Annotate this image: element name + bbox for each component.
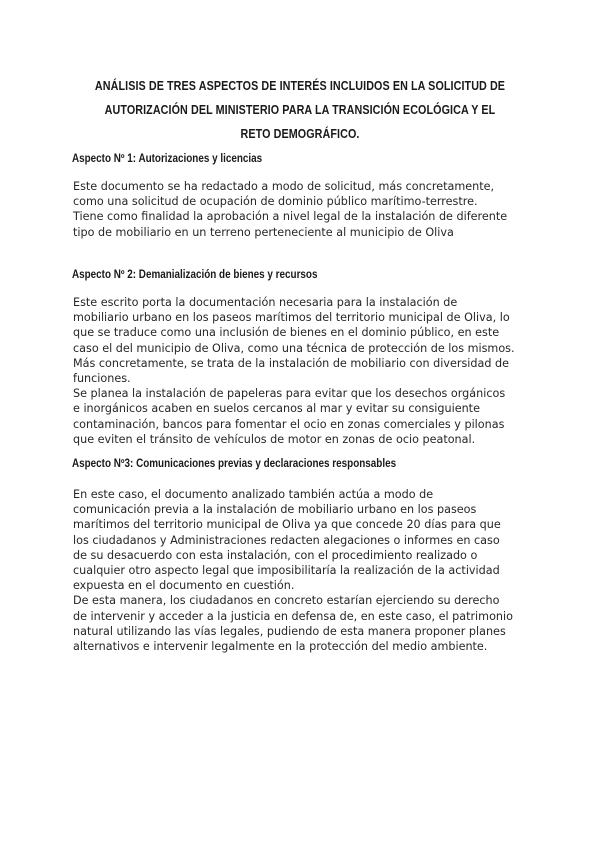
paragraph-line: Este escrito porta la documentación necesaria para la instalación de — [73, 296, 458, 309]
paragraph-line: comunicación previa a la instalación de mobiliario urbano en los paseos — [73, 503, 477, 517]
paragraph-line: Tiene como finalidad la aprobación a nivel legal de la instalación de diferente — [73, 210, 508, 224]
paragraph-line: mobiliario urbano en los paseos marítimos del territorio municipal de Oliva, lo — [73, 311, 510, 325]
paragraph-line: como una solicitud de ocupación de dominio público marítimo-terrestre. — [73, 195, 478, 209]
paragraph-line: alternativos e intervenir legalmente en la protección del medio ambiente. — [73, 640, 488, 654]
paragraph-line: que eviten el tránsito de vehículos de motor en zonas de ocio peatonal. — [73, 432, 476, 446]
section-3-heading: Aspecto Nº3: Comunicaciones previas y declaraciones responsables — [72, 458, 397, 470]
paragraph-line: funciones. — [73, 372, 131, 386]
paragraph-line: En este caso, el documento analizado también actúa a modo de — [73, 488, 434, 501]
paragraph-line: e inorgánicos acaben en suelos cercanos al mar y evitar su consiguiente — [73, 402, 480, 416]
paragraph-line: De esta manera, los ciudadanos en concreto estarían ejerciendo su derecho — [73, 594, 500, 608]
paragraph-line: que se traduce como una inclusión de bienes en el dominio público, en este — [73, 326, 500, 340]
paragraph-line: Más concretamente, se trata de la instalación de mobiliario con diversidad de — [73, 356, 509, 370]
paragraph-line: Se planea la instalación de papeleras para evitar que los desechos orgánicos — [73, 387, 506, 401]
document-title: ANÁLISIS DE TRES ASPECTOS DE INTERÉS INCLUIDOS EN LA SOLICITUD DE AUTORIZACIÓN DEL MINISTERIO PARA LA TRANSICIÓN ECOLÓGICA Y EL RETO DEMOGRÁFICO. — [94, 79, 506, 141]
section-1-heading: Aspecto Nº 1: Autorizaciones y licencias — [72, 153, 263, 165]
paragraph-line: caso el del municipio de Oliva, como una técnica de protección de los mismos. — [73, 341, 515, 355]
paragraph-line: Este documento se ha redactado a modo de solicitud, más concretamente, — [73, 180, 495, 193]
paragraph-line: de intervenir y acceder a la justicia en defensa de, en este caso, el patrimonio — [73, 609, 513, 623]
paragraph-line: natural utilizando las vías legales, pudiendo de esta manera proponer planes — [73, 624, 506, 638]
paragraph-line: tipo de mobiliario en un terreno perteneciente al municipio de Oliva — [73, 225, 454, 239]
paragraph-line: expuesta en el documento en cuestión. — [73, 579, 295, 593]
paragraph-line: marítimos del territorio municipal de Oliva ya que concede 20 días para que — [73, 518, 501, 532]
section-1-body — [73, 179, 533, 240]
paragraph-line: cualquier otro aspecto legal que imposibilitaría la realización de la actividad — [73, 564, 500, 578]
section-2-heading: Aspecto Nº 2: Demanialización de bienes y recursos — [72, 269, 318, 281]
section-2-body — [73, 295, 533, 447]
paragraph-line: los ciudadanos y Administraciones redacten alegaciones o informes en caso — [73, 533, 500, 547]
paragraph-line: contaminación, bancos para fomentar el ocio en zonas comerciales y pilonas — [73, 417, 505, 431]
paragraph-line: de su desacuerdo con esta instalación, con el procedimiento realizado o — [73, 548, 478, 562]
section-3-body — [73, 487, 533, 654]
